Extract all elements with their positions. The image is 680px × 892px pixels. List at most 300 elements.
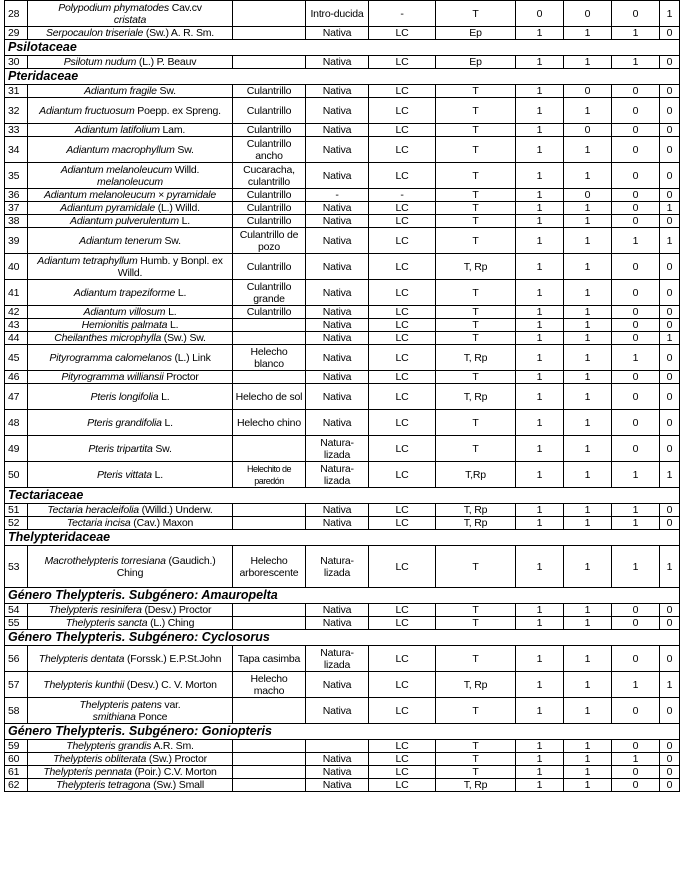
family-header-row [5,69,680,85]
presence-col-4: 0 [660,189,680,202]
species-row [5,546,680,588]
species-author: (L.) Link [171,351,211,364]
presence-col-4: 1 [660,332,680,345]
conservation-category: LC [369,254,436,280]
species-name-cell [28,698,233,724]
species-author: (L.) Willd. [154,202,200,214]
origin: Nativa [306,163,369,189]
presence-col-2: 1 [564,371,612,384]
presence-col-3: 0 [612,280,660,306]
presence-col-3: 0 [612,319,660,332]
row-number: 59 [5,740,28,753]
common-name: Helechito de paredón [233,462,306,488]
species-name: Adiantum trapeziforme [73,286,176,299]
presence-col-1: 1 [516,410,564,436]
family-name: Thelypteridaceae [5,530,680,546]
species-name-cell [28,137,233,163]
row-number: 30 [5,56,28,69]
presence-col-3: 0 [612,410,660,436]
family-header-row [5,488,680,504]
presence-col-4: 0 [660,753,680,766]
presence-col-1: 1 [516,345,564,371]
presence-col-4: 0 [660,98,680,124]
common-name: Culantrillo grande [233,280,306,306]
species-name-cell [28,462,233,488]
habit: T, Rp [436,504,516,517]
species-row [5,504,680,517]
origin: Natura-lizada [306,436,369,462]
presence-col-3: 0 [612,215,660,228]
origin: Nativa [306,124,369,137]
row-number: 58 [5,698,28,724]
conservation-category: LC [369,345,436,371]
presence-col-1: 1 [516,436,564,462]
row-number: 32 [5,98,28,124]
species-name-cell [28,766,233,779]
species-name-cell [28,85,233,98]
conservation-category: LC [369,215,436,228]
presence-col-4: 0 [660,740,680,753]
species-name: Adiantum macrophyllum [66,143,175,156]
conservation-category: LC [369,332,436,345]
presence-col-3: 1 [612,672,660,698]
presence-col-2: 1 [564,98,612,124]
presence-col-4: 1 [660,202,680,215]
family-name: Género Thelypteris. Subgénero: Amauropelta [5,588,680,604]
row-number: 61 [5,766,28,779]
presence-col-2: 1 [564,345,612,371]
presence-col-3: 0 [612,371,660,384]
family-header-row [5,630,680,646]
common-name: Culantrillo [233,189,306,202]
presence-col-1: 1 [516,137,564,163]
species-name-cell [28,189,233,202]
species-name-cell [28,332,233,345]
row-number: 42 [5,306,28,319]
row-number: 55 [5,617,28,630]
origin: Nativa [306,332,369,345]
habit: T, Rp [436,345,516,371]
presence-col-2: 1 [564,436,612,462]
species-author: (Sw.) A. R. Sm. [143,27,215,39]
species-author: (Cav.) Maxon [130,517,194,529]
species-table-body [5,1,680,792]
common-name: Cucaracha, culantrillo [233,163,306,189]
habit: T [436,189,516,202]
species-row [5,163,680,189]
habit: T [436,410,516,436]
presence-col-1: 1 [516,306,564,319]
presence-col-4: 0 [660,163,680,189]
species-name-cell [28,517,233,530]
common-name: Tapa casimba [233,646,306,672]
origin: Nativa [306,384,369,410]
species-row [5,254,680,280]
conservation-category: LC [369,98,436,124]
common-name: Culantrillo [233,85,306,98]
species-author: L. [158,390,170,403]
presence-col-2: 0 [564,1,612,27]
common-name: Culantrillo [233,215,306,228]
origin [306,740,369,753]
conservation-category: LC [369,163,436,189]
presence-col-2: 1 [564,698,612,724]
common-name [233,617,306,630]
family-name: Tectariaceae [5,488,680,504]
species-row [5,306,680,319]
species-name-cell [28,410,233,436]
species-row [5,462,680,488]
presence-col-1: 1 [516,56,564,69]
row-number: 53 [5,546,28,588]
species-row [5,189,680,202]
habit: T, Rp [436,384,516,410]
species-name-cell [28,215,233,228]
conservation-category: LC [369,740,436,753]
species-name-cell [28,672,233,698]
presence-col-3: 0 [612,254,660,280]
species-row [5,646,680,672]
species-name: Hemionitis palmata [81,319,168,331]
species-name-cell [28,228,233,254]
species-row [5,85,680,98]
habit: T, Rp [436,672,516,698]
presence-col-3: 1 [612,56,660,69]
presence-col-4: 0 [660,124,680,137]
species-author: Proctor [163,371,199,383]
common-name: Culantrillo [233,306,306,319]
common-name [233,517,306,530]
habit: T, Rp [436,517,516,530]
row-number: 31 [5,85,28,98]
conservation-category: - [369,189,436,202]
common-name: Helecho de sol [233,384,306,410]
conservation-category: LC [369,371,436,384]
presence-col-1: 1 [516,546,564,588]
species-name-cell [28,604,233,617]
common-name: Helecho chino [233,410,306,436]
species-author: L. [175,286,187,299]
species-name: Pteris grandifolia [87,416,162,429]
habit: T [436,319,516,332]
species-name: Pteris vittata [96,468,152,481]
presence-col-4: 0 [660,345,680,371]
presence-col-1: 1 [516,740,564,753]
family-header-row [5,724,680,740]
conservation-category: LC [369,137,436,163]
species-author: (Sw.) Proctor [146,753,207,765]
presence-col-3: 0 [612,604,660,617]
presence-col-2: 1 [564,137,612,163]
habit: Ep [436,27,516,40]
species-author: A.R. Sm. [151,740,194,752]
common-name: Culantrillo ancho [233,137,306,163]
presence-col-3: 0 [612,163,660,189]
origin: - [306,189,369,202]
origin: Nativa [306,280,369,306]
species-row [5,280,680,306]
species-name-cell [28,617,233,630]
presence-col-3: 0 [612,779,660,792]
habit: T [436,604,516,617]
conservation-category: LC [369,27,436,40]
origin: Nativa [306,410,369,436]
species-row [5,319,680,332]
row-number: 47 [5,384,28,410]
species-name-cell [28,384,233,410]
conservation-category: LC [369,462,436,488]
common-name [233,319,306,332]
conservation-category: LC [369,384,436,410]
row-number: 60 [5,753,28,766]
habit: T [436,740,516,753]
species-name: Adiantum villosum [83,306,166,318]
family-name: Género Thelypteris. Subgénero: Cyclosorus [5,630,680,646]
species-table [4,0,680,792]
species-name: Psilotum nudum [63,56,137,68]
presence-col-2: 1 [564,228,612,254]
species-author: (Willd.) Underw. [138,504,213,516]
presence-col-1: 1 [516,646,564,672]
species-author: (Desv.) Proctor [141,604,212,616]
common-name: Helecho macho [233,672,306,698]
habit: T [436,766,516,779]
species-name-cell [28,504,233,517]
habit: T [436,163,516,189]
conservation-category: LC [369,546,436,588]
presence-col-1: 1 [516,189,564,202]
presence-col-2: 1 [564,202,612,215]
presence-col-4: 0 [660,384,680,410]
species-row [5,766,680,779]
origin: Nativa [306,779,369,792]
presence-col-2: 1 [564,254,612,280]
conservation-category: LC [369,646,436,672]
presence-col-2: 1 [564,779,612,792]
row-number: 45 [5,345,28,371]
species-name-cell [28,779,233,792]
common-name [233,56,306,69]
conservation-category: LC [369,410,436,436]
presence-col-4: 0 [660,779,680,792]
family-name: Pteridaceae [5,69,680,85]
species-row [5,124,680,137]
presence-col-3: 0 [612,740,660,753]
species-name: Adiantum pyramidale [60,202,155,214]
row-number: 40 [5,254,28,280]
presence-col-1: 1 [516,27,564,40]
origin: Nativa [306,504,369,517]
presence-col-1: 1 [516,462,564,488]
presence-col-2: 1 [564,604,612,617]
species-author-continued: Ponce [135,710,168,723]
habit: T [436,98,516,124]
species-row [5,27,680,40]
habit: T [436,617,516,630]
species-row [5,740,680,753]
species-name: Adiantum melanoleucum × pyramidale [43,189,217,201]
species-author: (L.) P. Beauv [136,56,197,68]
presence-col-2: 1 [564,384,612,410]
common-name [233,740,306,753]
presence-col-2: 1 [564,306,612,319]
species-author: Cav.cv [168,1,202,14]
presence-col-4: 0 [660,604,680,617]
origin: Nativa [306,202,369,215]
presence-col-3: 0 [612,617,660,630]
species-name: Polypodium phymatodes [58,1,169,14]
presence-col-3: 1 [612,504,660,517]
presence-col-4: 0 [660,306,680,319]
species-name: Pityrogramma williansii [61,371,164,383]
conservation-category: LC [369,617,436,630]
habit: T [436,646,516,672]
species-name: Thelypteris pennata [43,766,132,778]
origin: Nativa [306,345,369,371]
habit: T [436,228,516,254]
conservation-category: LC [369,672,436,698]
conservation-category: LC [369,202,436,215]
origin: Nativa [306,698,369,724]
common-name: Culantrillo [233,202,306,215]
presence-col-1: 1 [516,202,564,215]
species-name-cell [28,124,233,137]
presence-col-1: 1 [516,753,564,766]
species-author: (Poir.) C.V. Morton [131,766,217,778]
species-name: Thelypteris patens [79,698,162,711]
presence-col-2: 0 [564,189,612,202]
species-name: Pteris tripartita [88,442,153,455]
species-name-cell [28,306,233,319]
species-name: Adiantum tetraphyllum [37,254,138,267]
family-header-row [5,40,680,56]
species-name-cell [28,371,233,384]
row-number: 57 [5,672,28,698]
presence-col-2: 1 [564,215,612,228]
row-number: 35 [5,163,28,189]
origin: Nativa [306,306,369,319]
presence-col-4: 0 [660,410,680,436]
presence-col-4: 0 [660,56,680,69]
species-author: L. [151,468,164,481]
family-name: Género Thelypteris. Subgénero: Goniopteris [5,724,680,740]
species-name-cell [28,436,233,462]
species-name: Macrothelypteris torresiana [44,554,166,567]
species-name-cell [28,345,233,371]
row-number: 34 [5,137,28,163]
species-author: Sw. [174,143,194,156]
species-name: Thelypteris dentata [38,652,125,665]
species-name-cell [28,646,233,672]
presence-col-4: 0 [660,280,680,306]
presence-col-4: 0 [660,517,680,530]
presence-col-1: 1 [516,215,564,228]
presence-col-2: 1 [564,462,612,488]
species-name: Serpocaulon triseriale [45,27,144,39]
species-author: (Gaudich.) Ching [116,554,216,579]
species-row [5,604,680,617]
row-number: 56 [5,646,28,672]
common-name: Culantrillo de pozo [233,228,306,254]
common-name [233,504,306,517]
presence-col-4: 0 [660,137,680,163]
row-number: 28 [5,1,28,27]
presence-col-2: 1 [564,617,612,630]
origin: Nativa [306,27,369,40]
species-author: (Desv.) C. V. Morton [124,678,217,691]
row-number: 48 [5,410,28,436]
presence-col-2: 1 [564,280,612,306]
species-name: Pityrogramma calomelanos [49,351,172,364]
habit: T [436,124,516,137]
species-row [5,698,680,724]
row-number: 38 [5,215,28,228]
row-number: 51 [5,504,28,517]
species-name-cell [28,254,233,280]
presence-col-1: 1 [516,163,564,189]
origin: Natura-lizada [306,462,369,488]
presence-col-4: 0 [660,766,680,779]
conservation-category: - [369,1,436,27]
row-number: 62 [5,779,28,792]
presence-col-4: 0 [660,436,680,462]
origin: Nativa [306,215,369,228]
row-number: 50 [5,462,28,488]
presence-col-3: 0 [612,202,660,215]
presence-col-2: 1 [564,646,612,672]
species-name: Thelypteris resinifera [48,604,142,616]
origin: Nativa [306,137,369,163]
origin: Nativa [306,98,369,124]
presence-col-1: 1 [516,672,564,698]
habit: T [436,202,516,215]
row-number: 33 [5,124,28,137]
species-row [5,779,680,792]
presence-col-4: 0 [660,215,680,228]
conservation-category: LC [369,698,436,724]
presence-col-4: 0 [660,504,680,517]
presence-col-3: 0 [612,646,660,672]
habit: T [436,436,516,462]
row-number: 41 [5,280,28,306]
common-name [233,604,306,617]
species-name: Pteris longifolia [90,390,159,403]
presence-col-2: 1 [564,766,612,779]
presence-col-3: 0 [612,332,660,345]
habit: T [436,215,516,228]
presence-col-3: 0 [612,189,660,202]
common-name: Culantrillo [233,98,306,124]
species-name: Tectaria incisa [66,517,131,529]
species-author: Sw. [161,234,181,247]
species-author: L. [178,215,190,227]
presence-col-3: 1 [612,345,660,371]
row-number: 52 [5,517,28,530]
conservation-category: LC [369,753,436,766]
species-name: Thelypteris obliterata [53,753,147,765]
presence-col-4: 0 [660,254,680,280]
species-name: Adiantum tenerum [79,234,162,247]
species-name: Adiantum latifolium [74,124,160,136]
habit: T [436,371,516,384]
presence-col-1: 0 [516,1,564,27]
presence-col-4: 0 [660,371,680,384]
species-row [5,332,680,345]
row-number: 46 [5,371,28,384]
conservation-category: LC [369,306,436,319]
common-name [233,436,306,462]
species-name-cell [28,56,233,69]
